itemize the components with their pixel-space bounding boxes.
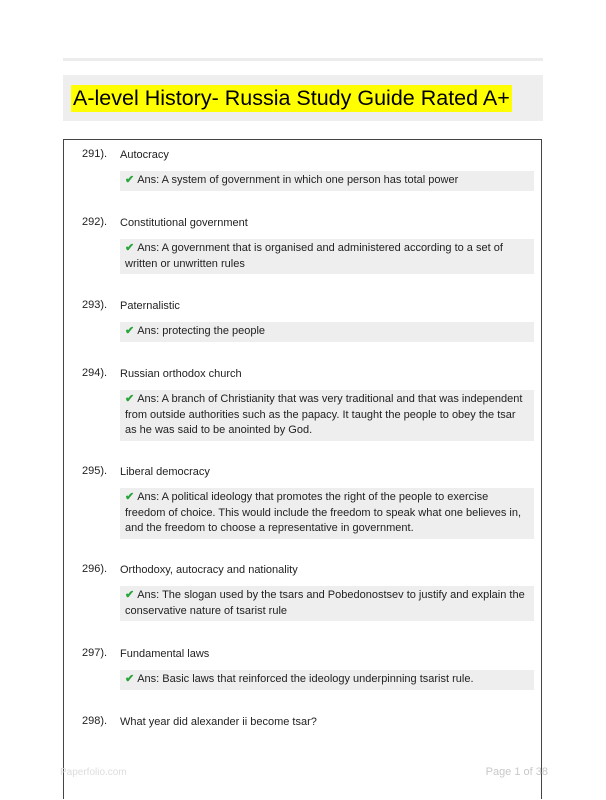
question-number: 292).	[82, 216, 108, 228]
answer-box	[120, 171, 534, 191]
check-icon: ✔	[125, 589, 135, 601]
check-icon: ✔	[125, 174, 135, 186]
question-text: Constitutional government	[120, 217, 248, 229]
question-text: Fundamental laws	[120, 648, 210, 660]
answer-text: Ans: The slogan used by the tsars and Pobedonostsev to justify and explain the conservative nature of tsarist rule	[125, 589, 525, 617]
answer-box	[120, 322, 534, 342]
check-icon: ✔	[125, 491, 135, 503]
document-title: A-level History- Russia Study Guide Rated A+	[73, 86, 510, 110]
question-text: Liberal democracy	[120, 466, 210, 478]
answer-text: Ans: A government that is organised and administered according to a set of written or unwritten rules	[125, 242, 503, 270]
check-icon: ✔	[125, 325, 135, 337]
question-number: 298).	[82, 715, 108, 727]
question-text: Paternalistic	[120, 300, 180, 312]
check-icon: ✔	[125, 242, 135, 254]
question-number: 291).	[82, 148, 108, 160]
question-number: 294).	[82, 367, 108, 379]
answer-text: Ans: A political ideology that promotes the right of the people to exercise freedom of choice. This would include the freedom to speak what one believes in, and the freedom to choose a representative in government.	[125, 491, 522, 534]
check-icon: ✔	[125, 673, 135, 685]
question-text: Russian orthodox church	[120, 368, 242, 380]
question-text: What year did alexander ii become tsar?	[120, 716, 317, 728]
page-number: Page 1 of 38	[485, 766, 548, 778]
question-number: 293).	[82, 299, 108, 311]
answer-box	[120, 488, 534, 539]
answer-box	[120, 586, 534, 621]
answer-box	[120, 239, 534, 274]
footer-watermark: Paperfolio.com	[60, 767, 127, 778]
question-number: 296).	[82, 563, 108, 575]
question-text: Orthodoxy, autocracy and nationality	[120, 564, 298, 576]
question-number: 295).	[82, 465, 108, 477]
answer-text: Ans: Basic laws that reinforced the ideology underpinning tsarist rule.	[137, 673, 474, 685]
top-divider	[63, 58, 543, 61]
question-text: Autocracy	[120, 149, 169, 161]
qa-list	[63, 139, 542, 799]
question-number: 297).	[82, 647, 108, 659]
answer-box	[120, 670, 534, 690]
title-panel	[63, 75, 543, 121]
answer-text: Ans: protecting the people	[137, 325, 266, 337]
check-icon: ✔	[125, 393, 135, 405]
answer-text: Ans: A system of government in which one person has total power	[137, 174, 459, 186]
answer-box	[120, 390, 534, 441]
answer-text: Ans: A branch of Christianity that was very traditional and that was independent from outside authorities such as the papacy. It taught the people to obey the tsar as he was said to be anointed by God.	[125, 393, 523, 436]
